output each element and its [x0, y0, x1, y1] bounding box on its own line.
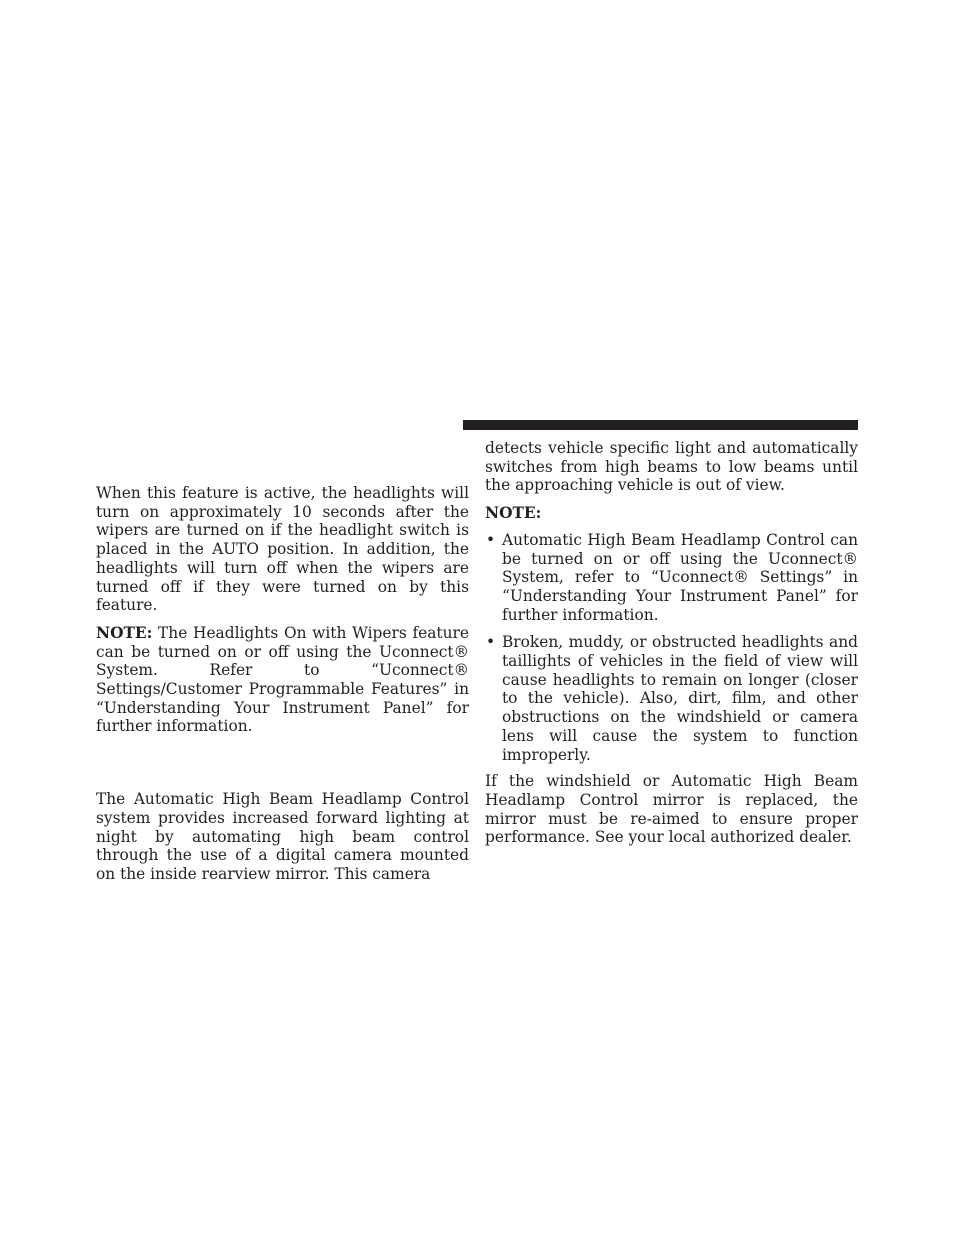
wipers-note-paragraph	[96, 624, 469, 736]
wipers-feature-paragraph: When this feature is active, the headlights will turn on approximately 10 seconds after the wipers are turned on if the headlight switch is placed in the AUTO position. In addition, the headlights will turn off when the wipers are turned off if they were turned on by this feature.	[96, 484, 469, 615]
list-item	[485, 633, 858, 764]
list-item-text: Automatic High Beam Headlamp Control can be turned on or off using the Uconnect® System, refer to “Uconnect® Settings” in “Understanding Your Instrument Panel” for further information.	[502, 530, 858, 624]
right-column	[485, 439, 858, 847]
bullet-icon: •	[486, 633, 496, 652]
high-beam-intro-paragraph: The Automatic High Beam Headlamp Control system provides increased forward lighting at night by automating high beam control through the use of a digital camera mounted on the inside rearview mirror. This camera	[96, 790, 469, 883]
list-item-text: Broken, muddy, or obstructed headlights and taillights of vehicles in the field of view will cause headlights to remain on longer (closer to the vehicle). Also, dirt, film, and other obstructions on the windshield or camera lens will cause the system to function improperly.	[502, 633, 858, 764]
bullet-icon: •	[486, 530, 496, 549]
list-item	[485, 531, 858, 625]
note-text: The Headlights On with Wipers feature can be turned on or off using the Uconnect® System. Refer to “Uconnect® Settings/Customer Programmable Features” in “Understanding Your Instrument Panel” for further information.	[96, 623, 469, 736]
camera-continuation-paragraph: detects vehicle specific light and automatically switches from high beams to low beams until the approaching vehicle is out of view.	[485, 439, 858, 495]
windshield-replacement-paragraph: If the windshield or Automatic High Beam Headlamp Control mirror is replaced, the mirror must be re-aimed to ensure proper performance. See your local authorized dealer.	[485, 772, 858, 847]
note-bullet-list	[485, 531, 858, 764]
note-label: NOTE:	[96, 623, 153, 642]
note-heading: NOTE:	[485, 504, 542, 523]
left-column	[96, 484, 469, 884]
section-header-bar	[463, 420, 858, 430]
